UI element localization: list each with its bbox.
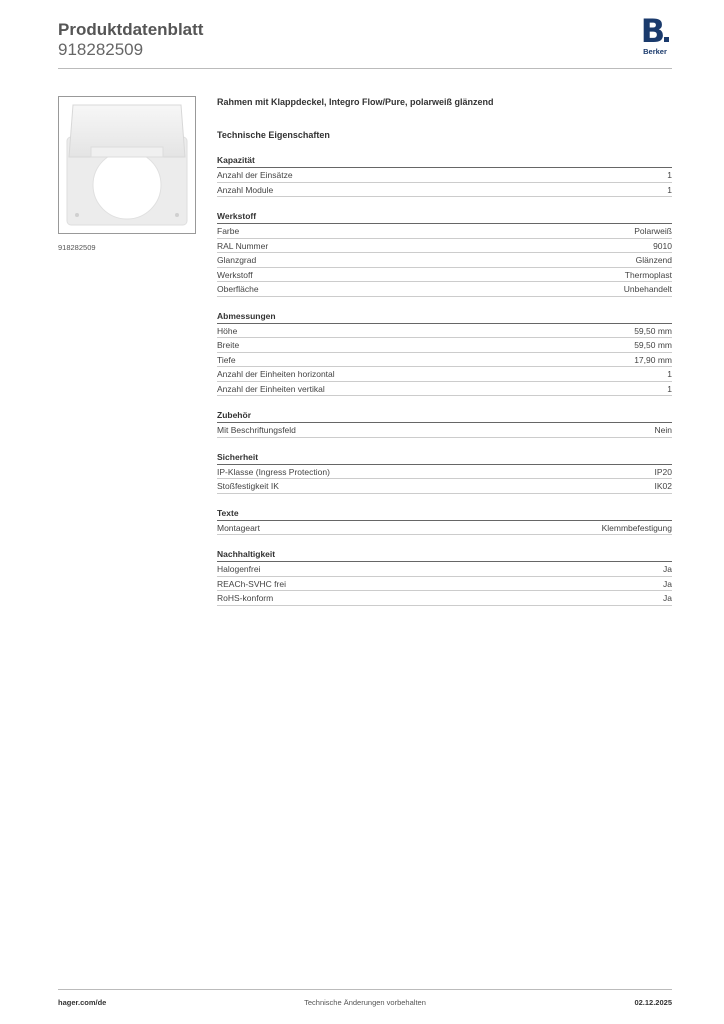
product-image <box>58 96 196 234</box>
spec-value: 9010 <box>653 240 672 251</box>
spec-value: 17,90 mm <box>634 354 672 365</box>
image-caption: 918282509 <box>58 243 96 252</box>
spec-row <box>217 562 672 577</box>
spec-label: Anzahl der Einheiten horizontal <box>217 369 335 379</box>
spec-value: Unbehandelt <box>623 284 672 294</box>
spec-row <box>217 168 672 183</box>
spec-value: 59,50 mm <box>634 325 672 336</box>
spec-label: Anzahl der Einheiten vertikal <box>217 383 325 394</box>
spec-label: RAL Nummer <box>217 240 269 251</box>
spec-row <box>217 324 672 339</box>
spec-label: Halogenfrei <box>217 564 261 574</box>
spec-row <box>217 423 672 438</box>
spec-row <box>217 253 672 268</box>
spec-label: Stoßfestigkeit IK <box>217 481 279 491</box>
section-sustainability <box>217 549 672 606</box>
spec-row <box>217 465 672 480</box>
section-texts <box>217 508 672 536</box>
header-divider <box>58 68 672 69</box>
technical-properties-heading: Technische Eigenschaften <box>217 130 330 140</box>
spec-row <box>217 367 672 382</box>
spec-row <box>217 353 672 368</box>
spec-value: Ja <box>663 578 672 589</box>
spec-row <box>217 479 672 494</box>
spec-label: IP-Klasse (Ingress Protection) <box>217 466 330 477</box>
spec-label: Mit Beschriftungsfeld <box>217 425 296 435</box>
logo-letter: B <box>638 16 672 46</box>
spec-row <box>217 591 672 606</box>
footer-divider <box>58 989 672 990</box>
spec-label: Anzahl Module <box>217 184 274 195</box>
spec-row <box>217 382 672 397</box>
spec-label: Werkstoff <box>217 269 253 280</box>
spec-value: Thermoplast <box>624 269 672 280</box>
spec-value: Klemmbefestigung <box>601 522 672 533</box>
spec-row <box>217 577 672 592</box>
spec-label: Montageart <box>217 522 260 533</box>
spec-value: Polarweiß <box>634 226 672 236</box>
spec-row <box>217 521 672 536</box>
section-dimensions <box>217 311 672 397</box>
spec-value: Glänzend <box>635 255 672 265</box>
spec-value: Nein <box>654 425 672 435</box>
section-material <box>217 211 672 297</box>
spec-row <box>217 338 672 353</box>
footer-website-link[interactable]: hager.com/de <box>58 998 107 1007</box>
spec-label: RoHS-konform <box>217 593 274 603</box>
spec-value: 1 <box>667 383 672 394</box>
spec-label: Breite <box>217 340 240 350</box>
section-title: Werkstoff <box>217 211 672 224</box>
document-header <box>58 20 203 60</box>
document-title: Produktdatenblatt <box>58 20 204 39</box>
spec-value: 1 <box>667 184 672 195</box>
spec-value: Ja <box>663 593 672 603</box>
section-title: Abmessungen <box>217 311 672 324</box>
product-number: 918282509 <box>58 40 144 59</box>
section-title: Texte <box>217 508 672 521</box>
spec-row <box>217 239 672 254</box>
section-capacity <box>217 155 672 197</box>
spec-label: Tiefe <box>217 354 236 365</box>
section-title: Kapazität <box>217 155 672 168</box>
spec-value: 59,50 mm <box>634 340 672 350</box>
logo-text: Berker <box>643 47 667 56</box>
spec-row <box>217 282 672 297</box>
spec-value: 1 <box>667 369 672 379</box>
spec-label: Höhe <box>217 325 238 336</box>
product-name: Rahmen mit Klappdeckel, Integro Flow/Pure, polarweiß glänzend <box>217 97 494 107</box>
section-safety <box>217 452 672 494</box>
spec-row <box>217 224 672 239</box>
product-details <box>217 96 672 606</box>
spec-value: Ja <box>663 564 672 574</box>
spec-label: Glanzgrad <box>217 255 257 265</box>
spec-label: Farbe <box>217 226 240 236</box>
spec-value: IK02 <box>654 481 672 491</box>
spec-row <box>217 268 672 283</box>
section-accessories <box>217 410 672 438</box>
section-title: Zubehör <box>217 410 672 423</box>
section-title: Sicherheit <box>217 452 672 465</box>
footer-date: 02.12.2025 <box>634 998 672 1007</box>
section-title: Nachhaltigkeit <box>217 549 672 562</box>
spec-value: 1 <box>667 170 672 180</box>
spec-value: IP20 <box>654 466 672 477</box>
berker-logo <box>638 12 672 56</box>
product-frame-illustration <box>59 97 195 233</box>
spec-label: Anzahl der Einsätze <box>217 170 293 180</box>
spec-label: REACh-SVHC frei <box>217 578 286 589</box>
spec-label: Oberfläche <box>217 284 259 294</box>
footer-disclaimer: Technische Änderungen vorbehalten <box>304 998 426 1007</box>
spec-row <box>217 183 672 198</box>
